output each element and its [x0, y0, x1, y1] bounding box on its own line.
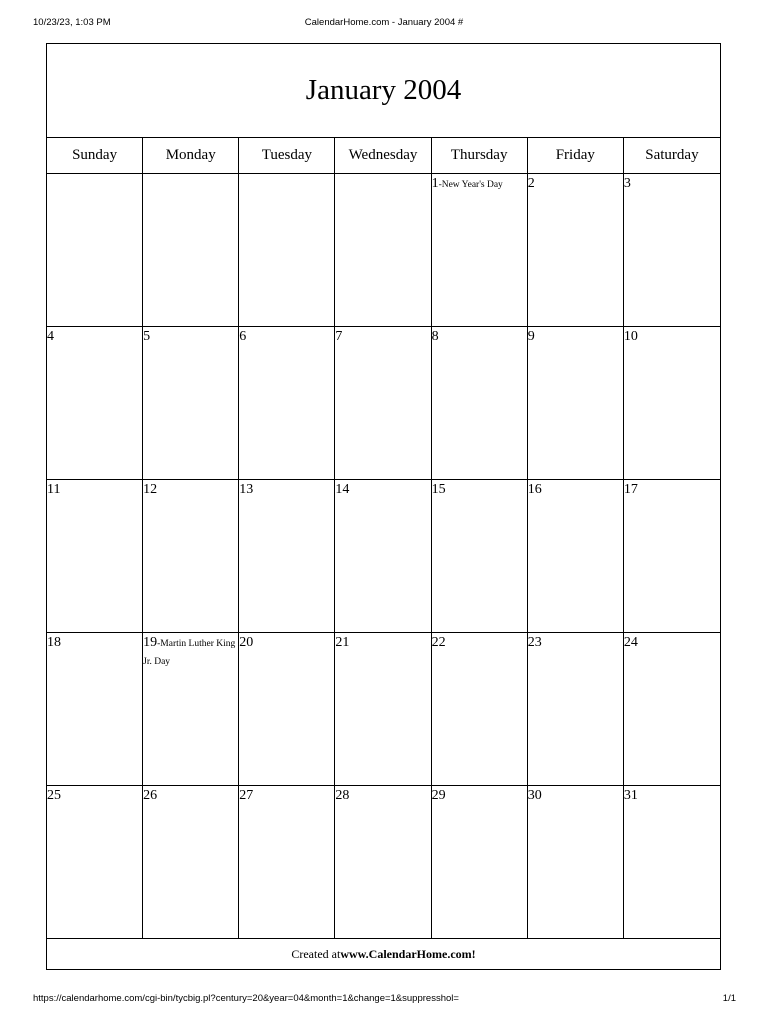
weekday-wednesday: Wednesday	[335, 137, 431, 173]
day-cell	[528, 480, 624, 633]
day-number: 17	[623, 482, 638, 497]
day-number: 13	[239, 482, 254, 497]
day-cell	[624, 786, 720, 939]
day-cell	[143, 633, 239, 786]
print-page-title: CalendarHome.com - January 2004 #	[304, 17, 464, 28]
day-cell	[624, 174, 720, 327]
footer-site-link[interactable]: www.CalendarHome.com!	[340, 946, 476, 961]
day-number: 31	[623, 788, 638, 803]
holiday-label: -New Year's Day	[438, 180, 503, 190]
day-number: 2	[527, 176, 535, 191]
day-cell	[335, 174, 431, 327]
calendar-title: January 2004	[47, 44, 720, 138]
day-cell	[47, 174, 143, 327]
day-cell	[47, 327, 143, 480]
day-cell	[624, 633, 720, 786]
day-number: 27	[239, 788, 254, 803]
weekday-sunday: Sunday	[47, 137, 143, 173]
day-cell	[432, 786, 528, 939]
day-number: 29	[431, 788, 446, 803]
day-cell	[239, 327, 335, 480]
weekday-friday: Friday	[528, 137, 624, 173]
day-number: 9	[527, 329, 535, 344]
day-number: 11	[47, 482, 61, 497]
day-cell	[528, 174, 624, 327]
day-cell	[47, 633, 143, 786]
day-number: 24	[623, 635, 638, 650]
day-number: 22	[431, 635, 446, 650]
day-number: 12	[143, 482, 158, 497]
print-footer	[0, 993, 768, 1009]
day-cell	[143, 327, 239, 480]
weekday-thursday: Thursday	[432, 137, 528, 173]
day-number: 4	[47, 329, 54, 344]
print-url: https://calendarhome.com/cgi-bin/tycbig.pl?century=20&year=04&month=1&change=1&suppresshol=	[33, 993, 459, 1004]
calendar-table	[46, 43, 721, 970]
print-header	[0, 17, 768, 33]
day-cell	[143, 480, 239, 633]
day-cell	[432, 480, 528, 633]
day-cell	[239, 633, 335, 786]
day-number: 15	[431, 482, 446, 497]
weekday-saturday: Saturday	[645, 146, 699, 163]
day-number: 5	[143, 329, 151, 344]
day-number: 3	[623, 176, 631, 191]
calendar-footer	[47, 939, 720, 969]
day-number: 18	[47, 635, 61, 650]
day-cell	[335, 633, 431, 786]
day-cell	[432, 327, 528, 480]
holiday-label: -Martin Luther King Jr. Day	[143, 639, 236, 667]
day-cell	[335, 480, 431, 633]
print-page-count: 1/1	[722, 993, 736, 1004]
day-number: 19	[143, 635, 158, 650]
day-number: 21	[335, 635, 350, 650]
day-number: 20	[239, 635, 254, 650]
day-number: 8	[431, 329, 439, 344]
day-cell	[432, 633, 528, 786]
day-cell	[239, 786, 335, 939]
day-number: 7	[335, 329, 343, 344]
day-cell	[143, 786, 239, 939]
weekday-tuesday: Tuesday	[239, 137, 335, 173]
day-cell	[624, 480, 720, 633]
day-number: 10	[623, 329, 638, 344]
day-cell	[47, 786, 143, 939]
weekday-header-row	[47, 137, 720, 174]
day-cell	[528, 327, 624, 480]
day-number: 16	[527, 482, 542, 497]
footer-prefix: Created at	[291, 946, 341, 961]
day-cell	[528, 786, 624, 939]
day-grid	[47, 174, 720, 939]
day-cell	[143, 174, 239, 327]
day-number: 14	[335, 482, 350, 497]
day-number: 6	[239, 329, 247, 344]
day-cell	[335, 786, 431, 939]
day-number: 30	[527, 788, 542, 803]
day-number: 26	[143, 788, 158, 803]
day-cell	[335, 327, 431, 480]
day-cell	[239, 174, 335, 327]
weekday-monday: Monday	[143, 137, 239, 173]
day-cell	[528, 633, 624, 786]
day-number: 23	[527, 635, 542, 650]
print-datetime: 10/23/23, 1:03 PM	[33, 17, 111, 28]
day-number: 1	[431, 176, 439, 191]
day-cell	[239, 480, 335, 633]
day-number: 28	[335, 788, 350, 803]
day-cell	[47, 480, 143, 633]
day-number: 25	[47, 788, 61, 803]
day-cell	[432, 174, 528, 327]
day-cell	[624, 327, 720, 480]
